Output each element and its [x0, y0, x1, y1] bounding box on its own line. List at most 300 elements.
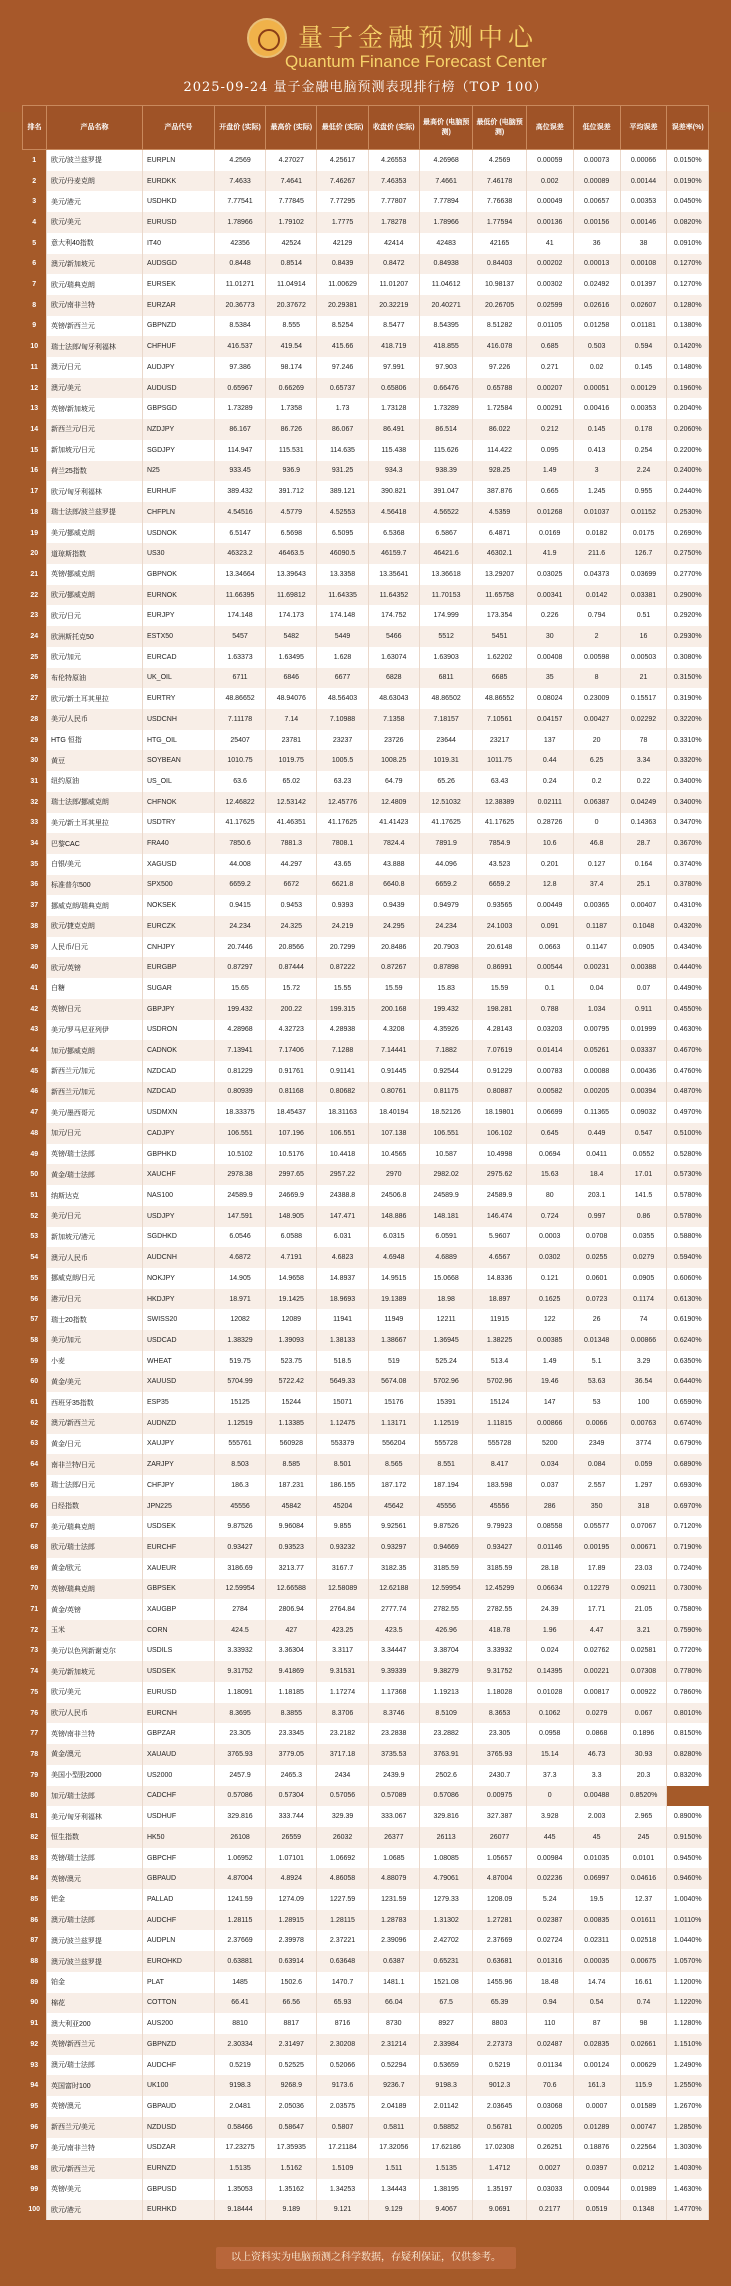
pred-low-cell: 0.93565: [473, 895, 526, 916]
error-rate-cell: 0.2750%: [667, 543, 709, 564]
rank-cell: 66: [23, 1496, 47, 1517]
pred-high-cell: 45556: [419, 1496, 472, 1517]
average-error-cell: 0.059: [620, 1454, 667, 1475]
product-code-cell: GBPSGD: [142, 398, 214, 419]
pred-high-cell: 1521.08: [419, 1972, 472, 1993]
error-rate-cell: 0.6590%: [667, 1392, 709, 1413]
pred-low-cell: 1.11815: [473, 1413, 526, 1434]
open-cell: 42356: [214, 233, 265, 254]
close-cell: 0.57089: [368, 1786, 419, 1807]
high-error-cell: 3.928: [526, 1806, 573, 1827]
table-row: [23, 1703, 709, 1724]
pred-high-cell: 12211: [419, 1309, 472, 1330]
pred-high-cell: 2502.6: [419, 1765, 472, 1786]
product-name-cell: 铂金: [46, 1972, 142, 1993]
error-rate-cell: 0.5100%: [667, 1123, 709, 1144]
low-cell: 4.52553: [317, 502, 368, 523]
high-cell: 66.56: [266, 1993, 317, 2014]
product-name-cell: 南非兰特/日元: [46, 1454, 142, 1475]
high-error-cell: 147: [526, 1392, 573, 1413]
high-cell: 9268.9: [266, 2075, 317, 2096]
open-cell: 14.905: [214, 1268, 265, 1289]
average-error-cell: 0.0905: [620, 1268, 667, 1289]
rank-cell: 1: [23, 150, 47, 171]
low-error-cell: 0.1147: [573, 937, 620, 958]
high-cell: 0.9453: [266, 895, 317, 916]
high-cell: 7.77845: [266, 191, 317, 212]
average-error-cell: 0.8520%: [620, 1786, 667, 1807]
average-error-cell: 38: [620, 233, 667, 254]
table-row: [23, 1537, 709, 1558]
pred-high-cell: 44.096: [419, 854, 472, 875]
product-name-cell: 白银/美元: [46, 854, 142, 875]
header-product-name: 产品名称: [46, 106, 142, 150]
product-name-cell: 英镑/澳元: [46, 1868, 142, 1889]
low-cell: 1.12475: [317, 1413, 368, 1434]
pred-high-cell: 0.53659: [419, 2055, 472, 2076]
high-cell: 8.3855: [266, 1703, 317, 1724]
high-error-cell: 0.665: [526, 481, 573, 502]
high-cell: 333.744: [266, 1806, 317, 1827]
product-name-cell: 欧元/加元: [46, 647, 142, 668]
low-cell: 0.57056: [317, 1786, 368, 1807]
product-name-cell: 美元/罗马尼亚列伊: [46, 1020, 142, 1041]
product-name-cell: 棉花: [46, 1993, 142, 2014]
high-error-cell: 0.00205: [526, 2117, 573, 2138]
high-error-cell: 0.24: [526, 771, 573, 792]
error-rate-cell: 0.5280%: [667, 1144, 709, 1165]
high-cell: 13.39643: [266, 564, 317, 585]
low-cell: 4.25617: [317, 150, 368, 171]
product-code-cell: CNHJPY: [142, 937, 214, 958]
close-cell: 0.5811: [368, 2117, 419, 2138]
low-cell: 20.29381: [317, 295, 368, 316]
average-error-cell: 245: [620, 1827, 667, 1848]
error-rate-cell: 0.2770%: [667, 564, 709, 585]
rank-cell: 65: [23, 1475, 47, 1496]
average-error-cell: 0.04249: [620, 792, 667, 813]
product-name-cell: 瑞士法郎/日元: [46, 1475, 142, 1496]
low-error-cell: 2.003: [573, 1806, 620, 1827]
low-cell: 14.8937: [317, 1268, 368, 1289]
average-error-cell: 0.0175: [620, 523, 667, 544]
product-name-cell: 小麦: [46, 1351, 142, 1372]
high-error-cell: 0.04157: [526, 709, 573, 730]
pred-low-cell: 8.417: [473, 1454, 526, 1475]
pred-high-cell: 0.66476: [419, 378, 472, 399]
close-cell: 11.64352: [368, 585, 419, 606]
open-cell: 0.81229: [214, 1061, 265, 1082]
high-cell: 20.37672: [266, 295, 317, 316]
product-name-cell: 欧元/新西兰元: [46, 2158, 142, 2179]
average-error-cell: 0.07: [620, 978, 667, 999]
pred-low-cell: 1.38225: [473, 1330, 526, 1351]
average-error-cell: 16: [620, 626, 667, 647]
product-code-cell: XAUGBP: [142, 1599, 214, 1620]
rank-cell: 54: [23, 1247, 47, 1268]
open-cell: 1241.59: [214, 1889, 265, 1910]
pred-low-cell: 327.387: [473, 1806, 526, 1827]
average-error-cell: 3774: [620, 1434, 667, 1455]
high-cell: 936.9: [266, 461, 317, 482]
rank-cell: 42: [23, 999, 47, 1020]
pred-low-cell: 198.281: [473, 999, 526, 1020]
error-rate-cell: 0.7780%: [667, 1661, 709, 1682]
close-cell: 4.3208: [368, 1020, 419, 1041]
product-name-cell: 英镑/瑞典克朗: [46, 1579, 142, 1600]
pred-high-cell: 0.84938: [419, 254, 472, 275]
pred-low-cell: 15124: [473, 1392, 526, 1413]
product-code-cell: GBPZAR: [142, 1723, 214, 1744]
rank-cell: 6: [23, 254, 47, 275]
high-cell: 2997.65: [266, 1164, 317, 1185]
high-cell: 1019.75: [266, 750, 317, 771]
low-cell: 8.501: [317, 1454, 368, 1475]
table-row: [23, 916, 709, 937]
open-cell: 2.0481: [214, 2096, 265, 2117]
average-error-cell: 16.61: [620, 1972, 667, 1993]
average-error-cell: 0.00503: [620, 647, 667, 668]
brand-name-cn: 量子金融预测中心: [298, 23, 539, 52]
low-cell: 147.471: [317, 1206, 368, 1227]
rank-cell: 84: [23, 1868, 47, 1889]
product-code-cell: EURTRY: [142, 688, 214, 709]
open-cell: 41.17625: [214, 813, 265, 834]
average-error-cell: 0.00108: [620, 254, 667, 275]
low-cell: 0.65737: [317, 378, 368, 399]
error-rate-cell: 0.2900%: [667, 585, 709, 606]
average-error-cell: 0.594: [620, 336, 667, 357]
table-row: [23, 378, 709, 399]
product-name-cell: 澳元/波兰兹罗提: [46, 1951, 142, 1972]
open-cell: 933.45: [214, 461, 265, 482]
high-error-cell: 0.28726: [526, 813, 573, 834]
product-name-cell: 美元/瑞典克朗: [46, 1516, 142, 1537]
table-row: [23, 1206, 709, 1227]
low-cell: 2.03575: [317, 2096, 368, 2117]
pred-high-cell: 67.5: [419, 1993, 472, 2014]
rank-cell: 31: [23, 771, 47, 792]
pred-low-cell: 0.80887: [473, 1082, 526, 1103]
pred-low-cell: 24.1003: [473, 916, 526, 937]
table-row: [23, 1579, 709, 1600]
product-code-cell: XAGUSD: [142, 854, 214, 875]
low-error-cell: 0.00035: [573, 1951, 620, 1972]
rank-cell: 16: [23, 461, 47, 482]
high-cell: 86.726: [266, 419, 317, 440]
average-error-cell: 0.00763: [620, 1413, 667, 1434]
product-name-cell: 英镑/新加坡元: [46, 398, 142, 419]
table-row: [23, 357, 709, 378]
low-error-cell: 26: [573, 1309, 620, 1330]
rank-cell: 41: [23, 978, 47, 999]
low-cell: 1.5109: [317, 2158, 368, 2179]
high-error-cell: 0.02236: [526, 1868, 573, 1889]
low-error-cell: 0.54: [573, 1993, 620, 2014]
low-cell: 15071: [317, 1392, 368, 1413]
open-cell: 555761: [214, 1434, 265, 1455]
average-error-cell: 318: [620, 1496, 667, 1517]
table-row: [23, 2158, 709, 2179]
table-row: [23, 1454, 709, 1475]
high-cell: 427: [266, 1620, 317, 1641]
open-cell: 0.63881: [214, 1951, 265, 1972]
product-name-cell: 英镑/新西兰元: [46, 2034, 142, 2055]
product-name-cell: 黄金/澳元: [46, 1744, 142, 1765]
pred-low-cell: 48.86552: [473, 688, 526, 709]
error-rate-cell: 0.4320%: [667, 916, 709, 937]
pred-high-cell: 106.551: [419, 1123, 472, 1144]
high-cell: 8.555: [266, 316, 317, 337]
high-cell: 5722.42: [266, 1371, 317, 1392]
error-rate-cell: 0.3740%: [667, 854, 709, 875]
high-cell: 419.54: [266, 336, 317, 357]
average-error-cell: 0.1896: [620, 1723, 667, 1744]
high-error-cell: 0.26251: [526, 2138, 573, 2159]
low-error-cell: 0.02835: [573, 2034, 620, 2055]
header-close: 收盘价 (实际): [368, 106, 419, 150]
product-code-cell: AUDUSD: [142, 378, 214, 399]
low-cell: 1470.7: [317, 1972, 368, 1993]
pred-high-cell: 1019.31: [419, 750, 472, 771]
header-rank: 排名: [23, 106, 47, 150]
table-row: [23, 1827, 709, 1848]
pred-low-cell: 86.022: [473, 419, 526, 440]
low-cell: 48.56403: [317, 688, 368, 709]
product-code-cell: GBPNOK: [142, 564, 214, 585]
pred-low-cell: 8.3653: [473, 1703, 526, 1724]
average-error-cell: 0.14363: [620, 813, 667, 834]
pred-high-cell: 7891.9: [419, 833, 472, 854]
rank-cell: 12: [23, 378, 47, 399]
low-error-cell: 17.71: [573, 1599, 620, 1620]
open-cell: 1.73289: [214, 398, 265, 419]
high-cell: 7881.3: [266, 833, 317, 854]
table-row: [23, 1972, 709, 1993]
close-cell: 1.38667: [368, 1330, 419, 1351]
low-error-cell: 0.00817: [573, 1682, 620, 1703]
pred-high-cell: 4.6889: [419, 1247, 472, 1268]
header-low: 最低价 (实际): [317, 106, 368, 150]
rank-cell: 83: [23, 1848, 47, 1869]
header-open: 开盘价 (实际): [214, 106, 265, 150]
open-cell: 66.41: [214, 1993, 265, 2014]
high-error-cell: 0.00136: [526, 212, 573, 233]
error-rate-cell: 0.7590%: [667, 1620, 709, 1641]
low-error-cell: 0.02616: [573, 295, 620, 316]
pred-high-cell: 0.87898: [419, 957, 472, 978]
pred-high-cell: 12.59954: [419, 1579, 472, 1600]
product-code-cell: USDILS: [142, 1641, 214, 1662]
error-rate-cell: 0.6890%: [667, 1454, 709, 1475]
pred-low-cell: 17.02308: [473, 2138, 526, 2159]
close-cell: 48.63043: [368, 688, 419, 709]
average-error-cell: 0.0101: [620, 1848, 667, 1869]
open-cell: 86.167: [214, 419, 265, 440]
open-cell: 519.75: [214, 1351, 265, 1372]
table-row: [23, 1289, 709, 1310]
error-rate-cell: 0.3080%: [667, 647, 709, 668]
product-code-cell: GBPSEK: [142, 1579, 214, 1600]
pred-low-cell: 45556: [473, 1496, 526, 1517]
ranking-table-body: [23, 150, 709, 2221]
product-code-cell: AUDSGD: [142, 254, 214, 275]
low-error-cell: 0.00221: [573, 1661, 620, 1682]
error-rate-cell: 0.3320%: [667, 750, 709, 771]
open-cell: 106.551: [214, 1123, 265, 1144]
rank-cell: 55: [23, 1268, 47, 1289]
pred-high-cell: 24589.9: [419, 1185, 472, 1206]
average-error-cell: 0.0355: [620, 1227, 667, 1248]
low-cell: 423.25: [317, 1620, 368, 1641]
error-rate-cell: 0.3400%: [667, 771, 709, 792]
open-cell: 20.36773: [214, 295, 265, 316]
open-cell: 0.8448: [214, 254, 265, 275]
pred-low-cell: 146.474: [473, 1206, 526, 1227]
error-rate-cell: 0.6740%: [667, 1413, 709, 1434]
close-cell: 86.491: [368, 419, 419, 440]
pred-high-cell: 418.855: [419, 336, 472, 357]
rank-cell: 81: [23, 1806, 47, 1827]
error-rate-cell: 1.1220%: [667, 1993, 709, 2014]
high-cell: 2806.94: [266, 1599, 317, 1620]
low-error-cell: 0.00365: [573, 895, 620, 916]
product-code-cell: EURHUF: [142, 481, 214, 502]
low-error-cell: 0.1187: [573, 916, 620, 937]
low-error-cell: 0.145: [573, 419, 620, 440]
pred-high-cell: 199.432: [419, 999, 472, 1020]
product-code-cell: UK100: [142, 2075, 214, 2096]
pred-high-cell: 2.33984: [419, 2034, 472, 2055]
product-name-cell: 新西兰元/日元: [46, 419, 142, 440]
product-code-cell: AUS200: [142, 2013, 214, 2034]
high-error-cell: 35: [526, 668, 573, 689]
average-error-cell: 0.547: [620, 1123, 667, 1144]
close-cell: 423.5: [368, 1620, 419, 1641]
open-cell: 329.816: [214, 1806, 265, 1827]
low-cell: 1.628: [317, 647, 368, 668]
product-code-cell: CHFHUF: [142, 336, 214, 357]
open-cell: 5704.99: [214, 1371, 265, 1392]
product-name-cell: 新西兰元/加元: [46, 1082, 142, 1103]
error-rate-cell: 1.0040%: [667, 1889, 709, 1910]
low-error-cell: 36: [573, 233, 620, 254]
high-cell: 11.69812: [266, 585, 317, 606]
low-cell: 26032: [317, 1827, 368, 1848]
low-error-cell: 0.02: [573, 357, 620, 378]
high-cell: 3213.77: [266, 1558, 317, 1579]
low-cell: 389.121: [317, 481, 368, 502]
high-cell: 0.93523: [266, 1537, 317, 1558]
pred-low-cell: 4.2569: [473, 150, 526, 171]
high-error-cell: 0.226: [526, 605, 573, 626]
pred-low-cell: 1.62202: [473, 647, 526, 668]
high-cell: 3.36304: [266, 1641, 317, 1662]
low-cell: 2957.22: [317, 1164, 368, 1185]
open-cell: 6.0546: [214, 1227, 265, 1248]
product-name-cell: 美元/墨西哥元: [46, 1102, 142, 1123]
product-name-cell: 澳元/新西兰元: [46, 1413, 142, 1434]
pred-high-cell: 11.70153: [419, 585, 472, 606]
high-cell: 7.4641: [266, 171, 317, 192]
open-cell: 3186.69: [214, 1558, 265, 1579]
high-error-cell: 0.00207: [526, 378, 573, 399]
low-error-cell: 0.0182: [573, 523, 620, 544]
high-error-cell: 24.39: [526, 1599, 573, 1620]
open-cell: 7.11178: [214, 709, 265, 730]
rank-cell: 74: [23, 1661, 47, 1682]
product-name-cell: 黄豆: [46, 750, 142, 771]
average-error-cell: 0.00394: [620, 1082, 667, 1103]
close-cell: 24506.8: [368, 1185, 419, 1206]
product-name-cell: 黄金/美元: [46, 1371, 142, 1392]
open-cell: 1.06952: [214, 1848, 265, 1869]
product-code-cell: GBPHKD: [142, 1144, 214, 1165]
pred-high-cell: 97.903: [419, 357, 472, 378]
product-code-cell: US30: [142, 543, 214, 564]
low-cell: 9.31531: [317, 1661, 368, 1682]
average-error-cell: 98: [620, 2013, 667, 2034]
close-cell: 4.56418: [368, 502, 419, 523]
product-name-cell: 道琼斯指数: [46, 543, 142, 564]
pred-high-cell: 2782.55: [419, 1599, 472, 1620]
low-error-cell: 0.0868: [573, 1723, 620, 1744]
high-error-cell: 0.00408: [526, 647, 573, 668]
error-rate-cell: 1.4030%: [667, 2158, 709, 2179]
average-error-cell: 0.15517: [620, 688, 667, 709]
low-error-cell: 0.00427: [573, 709, 620, 730]
table-row: [23, 2117, 709, 2138]
pred-low-cell: 8.51282: [473, 316, 526, 337]
low-error-cell: 0.01348: [573, 1330, 620, 1351]
header-pred-high: 最高价 (电脑预测): [419, 106, 472, 150]
high-error-cell: 70.6: [526, 2075, 573, 2096]
open-cell: 6.5147: [214, 523, 265, 544]
high-error-cell: 0.02487: [526, 2034, 573, 2055]
product-name-cell: 瑞士法郎/匈牙利福林: [46, 336, 142, 357]
pred-high-cell: 391.047: [419, 481, 472, 502]
high-error-cell: 0.01028: [526, 1682, 573, 1703]
high-cell: 6.5698: [266, 523, 317, 544]
open-cell: 174.148: [214, 605, 265, 626]
table-row: [23, 771, 709, 792]
average-error-cell: 0.00129: [620, 378, 667, 399]
open-cell: 4.2569: [214, 150, 265, 171]
pred-low-cell: 555728: [473, 1434, 526, 1455]
close-cell: 10.4565: [368, 1144, 419, 1165]
product-name-cell: 澳元/波兰兹罗提: [46, 1930, 142, 1951]
close-cell: 2970: [368, 1164, 419, 1185]
close-cell: 0.65806: [368, 378, 419, 399]
table-row: [23, 1475, 709, 1496]
error-rate-cell: 0.7720%: [667, 1641, 709, 1662]
low-cell: 6621.8: [317, 875, 368, 896]
low-cell: 0.8439: [317, 254, 368, 275]
pred-high-cell: 525.24: [419, 1351, 472, 1372]
average-error-cell: 0.00671: [620, 1537, 667, 1558]
close-cell: 8730: [368, 2013, 419, 2034]
table-row: [23, 1516, 709, 1537]
product-code-cell: XAUCHF: [142, 1164, 214, 1185]
pred-low-cell: 0.63681: [473, 1951, 526, 1972]
product-code-cell: XAUJPY: [142, 1434, 214, 1455]
open-cell: 186.3: [214, 1475, 265, 1496]
high-error-cell: 41.9: [526, 543, 573, 564]
open-cell: 0.57086: [214, 1786, 265, 1807]
pred-high-cell: 2982.02: [419, 1164, 472, 1185]
table-row: [23, 647, 709, 668]
pred-high-cell: 9.87526: [419, 1516, 472, 1537]
